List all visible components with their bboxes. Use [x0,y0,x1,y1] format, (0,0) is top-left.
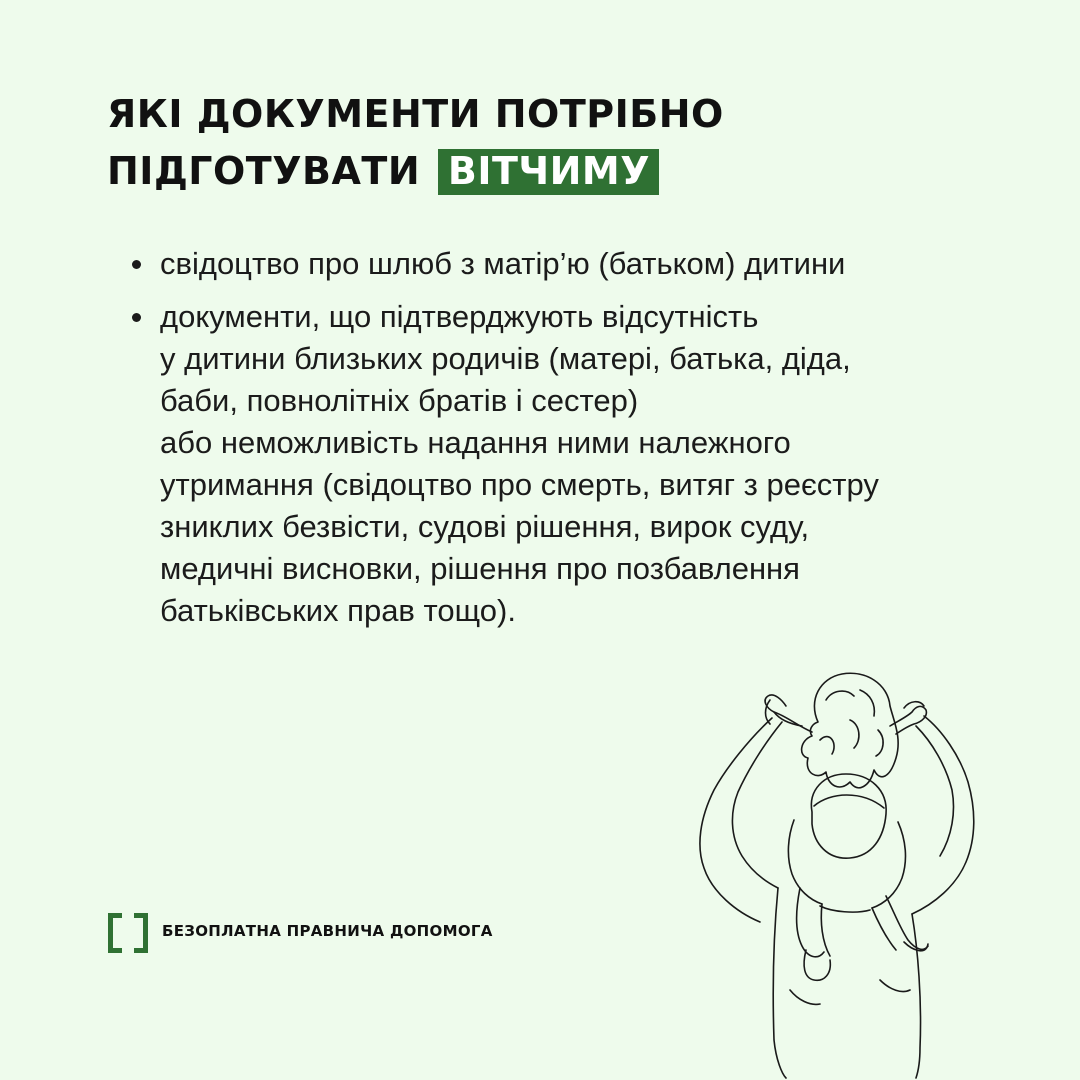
bullet-icon [132,313,141,322]
parent-child-illustration [690,660,990,1080]
list-item-line: утримання (свідоцтво про смерть, витяг з реєстру [160,467,879,502]
list-item-line: медичні висновки, рішення про позбавлення [160,551,800,586]
list-item-line: документи, що підтверджують відсутність [160,299,759,334]
list-item-line: зниклих безвісти, судові рішення, вирок суду, [160,509,810,544]
logo [108,913,493,949]
title-highlight: ВІТЧИМУ [438,149,659,195]
title-line-2-text: ПІДГОТУВАТИ [107,149,421,193]
list-item-line: свідоцтво про шлюб з матір’ю (батьком) дитини [160,246,846,281]
bracket-logo-icon [108,913,148,949]
title-line-2 [107,143,724,200]
list-item-line: батьківських прав тощо). [160,593,516,628]
page-title [107,86,724,200]
list-item [130,243,1010,285]
bullet-icon [132,260,141,269]
list-item-line: у дитини близьких родичів (матері, батька, діда, [160,341,851,376]
documents-list [130,243,1010,643]
list-item [130,296,1010,632]
logo-text: БЕЗОПЛАТНА ПРАВНИЧА ДОПОМОГА [162,922,493,940]
list-item-line: баби, повнолітніх братів і сестер) [160,383,639,418]
title-line-1: ЯКІ ДОКУМЕНТИ ПОТРІБНО [107,92,724,136]
list-item-line: або неможливість надання ними належного [160,425,791,460]
